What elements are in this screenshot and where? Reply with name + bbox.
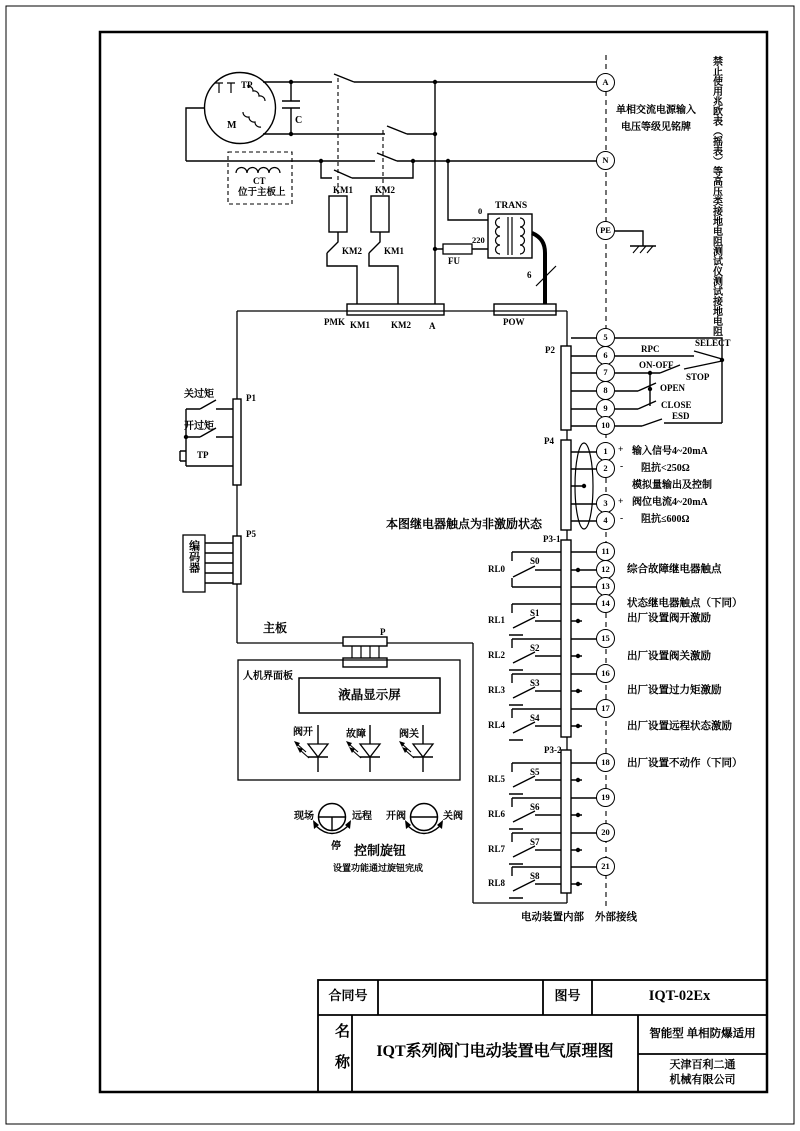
plus1-label: + [618, 445, 624, 455]
rl7-label: RL7 [488, 844, 506, 854]
km1-aux-label: KM1 [384, 246, 404, 256]
terminal-21: 21 [596, 857, 615, 876]
p1-connector [233, 399, 241, 485]
terminal-12: 12 [596, 560, 615, 579]
pin-a-label: A [429, 321, 436, 331]
terminal-4: 4 [596, 511, 615, 530]
p4-connector [561, 440, 571, 530]
km1-coil [329, 196, 347, 232]
s5-label: S5 [530, 767, 540, 777]
signal-out-impedance: 阻抗≤600Ω [641, 514, 690, 525]
earth-icon [615, 231, 656, 246]
terminal-n: N [596, 151, 615, 170]
knob-open-label: 开阀 [386, 811, 406, 822]
minus1-label: - [620, 462, 624, 472]
terminal-1: 1 [596, 442, 615, 461]
capacitor-label: C [295, 115, 303, 126]
close-label: CLOSE [661, 400, 692, 410]
knob-note-label: 设置功能通过旋钮完成 [333, 863, 424, 873]
terminal-14: 14 [596, 594, 615, 613]
tp-contact-label: TP [197, 450, 209, 460]
signal-out-label: 阀位电流4~20mA [632, 497, 708, 508]
signal-in-impedance: 阻抗<250Ω [641, 463, 690, 474]
company-line1: 天津百利二通 [669, 1059, 736, 1071]
led-fault-label: 故障 [346, 729, 366, 740]
drawing-frame [100, 32, 767, 1092]
km1-coil-label: KM1 [333, 185, 353, 195]
desc-status: 状态继电器触点（下同） [627, 598, 743, 609]
p3-1-label: P3-1 [543, 534, 561, 544]
name-label: 名称 [333, 1023, 349, 1085]
p2-label: P2 [545, 345, 555, 355]
transformer-box [488, 214, 532, 258]
s1-label: S1 [530, 608, 540, 618]
transformer-label: TRANS [495, 201, 528, 211]
minus2-label: - [620, 514, 624, 524]
s8-label: S8 [530, 871, 540, 881]
rl5-label: RL5 [488, 774, 506, 784]
rl2-label: RL2 [488, 650, 506, 660]
signal-in-label: 输入信号4~20mA [632, 446, 708, 457]
s7-label: S7 [530, 837, 540, 847]
open-label: OPEN [660, 383, 686, 393]
close-torque-label: 关过矩 [184, 389, 214, 400]
tap-220-label: 220 [472, 235, 485, 245]
operate-knob [405, 804, 443, 834]
terminal-13: 13 [596, 577, 615, 596]
relay-state-note: 本图继电器触点为非激励状态 [386, 517, 543, 531]
type-note: 智能型 单相防爆适用 [649, 1028, 756, 1040]
p3-2-connector [561, 750, 571, 893]
stop-label: STOP [686, 372, 710, 382]
led-close-label: 阀关 [399, 729, 419, 740]
power-note-line2: 电压等级见铭牌 [621, 122, 691, 133]
cable-count-label: 6 [527, 270, 532, 280]
desc-torque-exc: 出厂设置过力矩激励 [627, 685, 722, 696]
rl4-label: RL4 [488, 720, 506, 730]
power-cable [532, 233, 545, 304]
s4-label: S4 [530, 713, 540, 723]
plus2-label: + [618, 497, 624, 507]
ct-label: CT [253, 176, 266, 186]
terminal-5: 5 [596, 328, 615, 347]
terminal-17: 17 [596, 699, 615, 718]
terminal-pe: PE [596, 221, 615, 240]
drawing-no-value: IQT-02Ex [648, 988, 711, 1004]
terminal-2: 2 [596, 459, 615, 478]
desc-remote-exc: 出厂设置远程状态激励 [627, 721, 732, 732]
terminal-18: 18 [596, 753, 615, 772]
pow-label: POW [503, 317, 525, 327]
p4-label: P4 [544, 436, 554, 446]
pin-km2-label: KM2 [391, 320, 411, 330]
rl0-label: RL0 [488, 564, 506, 574]
rpc-label: RPC [641, 344, 660, 354]
select-label: SELECT [695, 338, 731, 348]
esd-label: ESD [672, 411, 690, 421]
motor-tp-label: TP [241, 80, 253, 90]
drawing-no-label: 图号 [554, 988, 581, 1003]
ct-note: 位于主板上 [238, 188, 286, 198]
knob-stop-label: 停 [331, 841, 341, 852]
terminal-6: 6 [596, 346, 615, 365]
rl3-label: RL3 [488, 685, 506, 695]
led-open-label: 阀开 [293, 727, 313, 738]
mode-knob [313, 804, 351, 834]
terminal-11: 11 [596, 542, 615, 561]
mainboard-label: 主板 [263, 621, 288, 635]
terminal-19: 19 [596, 788, 615, 807]
hmi-label: 人机界面板 [243, 671, 293, 682]
terminal-20: 20 [596, 823, 615, 842]
encoder-label: 编码器 [187, 540, 200, 573]
motor-label: M [227, 120, 237, 131]
p3-1-connector [561, 540, 571, 737]
p2-connector [561, 346, 571, 430]
open-torque-label: 开过矩 [184, 421, 214, 432]
pmk-connector [347, 304, 444, 315]
terminal-9: 9 [596, 399, 615, 418]
km2-coil [371, 196, 389, 232]
pin-km1-label: KM1 [350, 320, 370, 330]
desc-close-exc: 出厂设置阀关激励 [627, 651, 711, 662]
fuse-symbol [443, 244, 472, 254]
knob-local-label: 现场 [294, 811, 314, 822]
s6-label: S6 [530, 802, 540, 812]
terminal-3: 3 [596, 494, 615, 513]
company-line2: 机械有限公司 [669, 1074, 736, 1086]
contract-no-label: 合同号 [328, 988, 368, 1003]
terminal-a: A [596, 73, 615, 92]
desc-fault: 综合故障继电器触点 [627, 564, 722, 575]
pow-connector [494, 304, 556, 315]
p-connector-top [343, 637, 387, 646]
desc-open-exc: 出厂设置阀开激励 [627, 613, 711, 624]
knob-close-label: 关阀 [443, 811, 463, 822]
external-label: 外部接线 [595, 912, 637, 923]
ct-coil [236, 168, 280, 174]
desc-no-action: 出厂设置不动作（下同） [627, 758, 743, 769]
rl8-label: RL8 [488, 878, 506, 888]
p1-label: P1 [246, 393, 256, 403]
s3-label: S3 [530, 678, 540, 688]
analog-label: 模拟量输出及控制 [632, 480, 712, 491]
s0-label: S0 [530, 556, 540, 566]
lcd-label: 液晶显示屏 [338, 688, 401, 702]
rl6-label: RL6 [488, 809, 506, 819]
s2-label: S2 [530, 643, 540, 653]
p5-connector [233, 536, 241, 584]
fuse-label: FU [448, 256, 460, 266]
rl1-label: RL1 [488, 615, 506, 625]
pmk-label: PMK [324, 317, 345, 327]
p3-2-label: P3-2 [544, 745, 562, 755]
terminal-7: 7 [596, 363, 615, 382]
megger-warning-note: 禁止使用兆欧表（摇表）等高压类接地电阻测试仪测试接地电阻 [710, 56, 722, 336]
p-connector-bottom [343, 658, 387, 667]
schematic-title: IQT系列阀门电动装置电气原理图 [376, 1043, 614, 1060]
terminal-15: 15 [596, 629, 615, 648]
knob-remote-label: 远程 [352, 811, 372, 822]
tap-0-label: 0 [478, 206, 483, 216]
km2-aux-label: KM2 [342, 246, 362, 256]
power-note-line1: 单相交流电源输入 [616, 105, 696, 116]
km2-coil-label: KM2 [375, 185, 395, 195]
internal-label: 电动装置内部 [521, 912, 584, 923]
terminal-16: 16 [596, 664, 615, 683]
knob-title-label: 控制旋钮 [354, 843, 407, 858]
p5-label: P5 [246, 529, 256, 539]
terminal-10: 10 [596, 416, 615, 435]
p-connector-label: P [380, 627, 386, 637]
terminal-8: 8 [596, 381, 615, 400]
onoff-label: ON-OFF [639, 360, 674, 370]
